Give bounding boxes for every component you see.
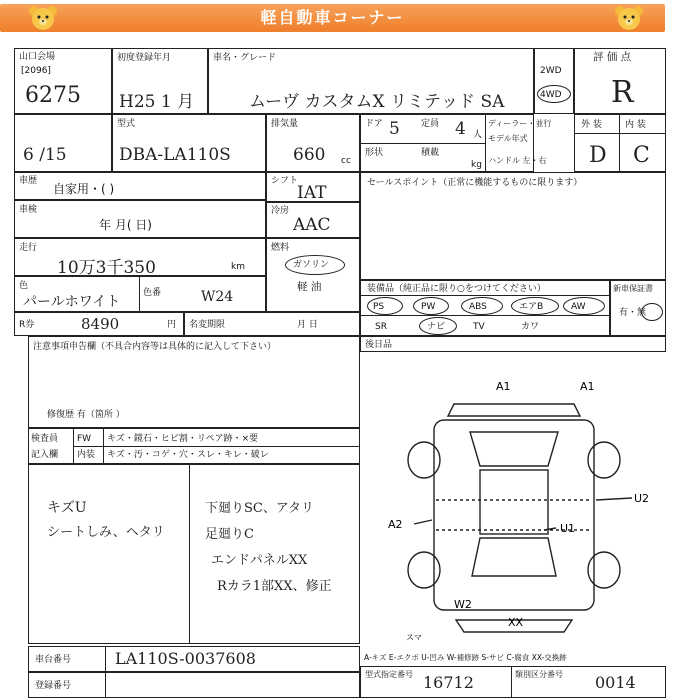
diagram-mark: A1 [496,380,511,393]
equip-abs: ABS [469,302,487,312]
inspection-value: 年 月( 日) [99,218,152,232]
condition-box [574,114,666,172]
equip-navi-circle [419,317,457,335]
note-right-4: Rカラ1部XX、修正 [217,579,332,594]
equip-airbag-circle [511,297,559,315]
equip-leather: カワ [521,322,540,332]
cert-value: 16712 [423,673,474,692]
color-number-label: 色番 [143,288,162,298]
equip-navi: ナビ [427,322,446,332]
type-value: DBA-LA110S [119,145,231,165]
rear-left-wheel [408,552,440,588]
ac-box [266,202,360,238]
type-box [112,114,266,172]
load-unit: kg [471,160,482,170]
lot-number: 6275 [25,83,81,108]
session-number: [2096] [21,66,51,76]
notes-box [28,336,360,428]
recycle-unit: 円 [167,320,177,330]
dealer-label: ディーラー・並行 [488,119,552,128]
note-left-1: キズU [47,500,87,516]
equip-pw: PW [421,302,436,312]
fuel-circle-mark [285,255,345,275]
equip-ps-circle [367,297,403,315]
rear-window-outline [472,538,556,576]
model-year-label: モデル年式 [488,134,528,143]
warranty-label: 新車保証書 [613,284,653,293]
exterior-grade: D [589,143,607,168]
spec-box [360,114,552,172]
usage-label: 車歴 [19,176,38,186]
model-grade-label: 車名・グレード [213,53,277,63]
displacement-unit: cc [341,156,351,166]
registration-row [28,672,360,698]
warranty-value: 有・無 [619,308,647,318]
type-label: 型式 [117,119,136,129]
category-label: 類別区分番号 [515,670,563,679]
recycle-value: 8490 [81,315,120,333]
equipment-label: 装備品（純正品に限り○をつけてください） [367,284,546,294]
displacement-label: 排気量 [271,119,299,129]
chassis-row [28,646,360,672]
sale-date: 6 /15 [23,145,67,165]
name-change-label: 名変期限 [189,320,226,330]
fuel-diesel: 軽 油 [297,281,322,293]
lot-box [14,48,112,114]
equip-tv: TV [473,322,485,332]
auction-sheet [14,40,666,700]
equip-airbag: エアB [519,302,544,312]
venue-label: 山口会場 [19,52,56,62]
doors-label: ドア [365,119,383,129]
fuel-box [266,238,360,312]
ac-label: 冷房 [271,206,290,216]
diagram-mark: U1 [560,522,576,535]
handle-label: ハンドル 左・右 [488,156,547,165]
warranty-box [610,280,666,336]
note-left-2: シートしみ、ヘタリ [47,525,165,540]
mileage-value: 10万3千350 [57,258,156,278]
selling-points-label: セールスポイント（正常に機能するものに限ります） [367,178,583,188]
drive-circle-mark [537,85,571,103]
interior-grade: C [633,143,650,168]
inspector-notes-box [28,464,360,644]
date-box [14,114,112,172]
windshield-outline [470,432,558,466]
category-value: 0014 [595,673,636,692]
equip-aw: AW [571,302,586,312]
selling-points-box [360,172,666,280]
first-registration-label: 初度登録年月 [117,53,172,63]
shift-box [266,172,360,202]
equip-ps: PS [373,302,385,312]
capacity-label: 定員 [421,119,440,129]
note-right-1: 下廻りSC、アタリ [205,501,314,516]
bear-mascot-icon [612,4,646,34]
aftermarket-label: 後日品 [365,340,393,350]
section-banner [0,0,700,42]
equip-pw-circle [413,297,449,315]
first-registration-value: H25 1 月 [119,92,195,112]
note-right-3: エンドパネルXX [211,553,308,568]
color-value: パールホワイト [23,294,121,310]
recycle-row [14,312,184,336]
certification-box [360,666,666,698]
bear-mascot-icon [26,4,60,34]
aftermarket-box [360,336,666,352]
fill-label: 記入欄 [31,450,59,460]
fuel-gasoline: ガソリン [293,260,330,270]
legend-interior: キズ・汚・コゲ・穴・スレ・キレ・破レ [107,450,269,460]
chassis-number: LA110S-0037608 [115,649,256,668]
front-left-wheel [408,442,440,478]
ac-value: AAC [293,215,331,235]
damage-legend: A-キズ E-エクボ U-凹み W-補修跡 S-サビ C-腐食 XX-交換跡 [364,653,567,662]
usage-row [14,172,266,200]
car-damage-diagram [384,370,666,644]
diagram-mark: U2 [634,492,650,505]
drive-4wd: 4WD [540,90,562,100]
capacity-value: 4 [455,119,466,139]
cert-label: 型式指定番号 [365,670,413,679]
front-bumper-outline [448,404,580,416]
banner-title: 軽自動車コーナー [260,8,405,27]
mileage-label: 走行 [19,243,38,253]
roof-outline [480,470,548,534]
diagram-mark: スマ [406,633,422,642]
equip-aw-circle [563,297,605,315]
drive-box [534,48,574,114]
warranty-circle-mark [641,303,663,321]
score-box [574,48,666,114]
legend-exterior: キズ・鏡石・ヒビ割・リペア跡・×要 [107,434,259,444]
usage-value: 自家用・( ) [53,182,115,196]
model-grade-value: ムーヴ カスタムX リミテッド SA [249,92,505,112]
car-body-outline [434,420,594,610]
equipment-box [360,280,610,336]
recycle-label: R券 [19,320,35,330]
shift-label: シフト [271,176,299,186]
note-right-2: 足廻りC [205,527,254,542]
equip-abs-circle [461,297,503,315]
chassis-label: 車台番号 [35,655,72,665]
exterior-label: 外 装 [581,120,602,130]
name-change-row [184,312,360,336]
name-change-value: 月 日 [297,320,318,330]
shape-label: 形状 [365,148,384,158]
diagram-mark: W2 [454,598,472,611]
inspection-row [14,200,266,238]
load-label: 積載 [421,148,440,158]
displacement-value: 660 [293,145,326,165]
first-registration-box [112,48,208,114]
color-label: 色 [19,281,29,291]
mileage-row [14,238,266,276]
diagram-mark: A2 [388,518,403,531]
rear-right-wheel [588,552,620,588]
front-right-wheel [588,442,620,478]
diagram-mark: XX [508,616,524,629]
model-grade-box [208,48,534,114]
inner-label: 内装 [77,450,96,460]
doors-value: 5 [389,119,400,139]
inspector-legend-box [28,428,360,464]
score-value: R [611,75,634,110]
registration-label: 登録番号 [35,681,72,691]
color-number-value: W24 [201,289,234,305]
drive-2wd: 2WD [540,66,562,76]
repair-history: 修復歴 有（箇所 ） [47,410,125,420]
interior-label: 内 装 [625,120,646,130]
displacement-box [266,114,360,172]
score-label: 評 価 点 [593,51,632,63]
inspection-label: 車検 [19,205,38,215]
color-row [14,276,266,312]
fuel-label: 燃料 [271,243,290,253]
notes-title: 注意事項申告欄（不具合内容等は具体的に記入して下さい） [33,342,277,352]
equip-sr: SR [375,322,387,332]
diagram-mark: A1 [580,380,595,393]
capacity-unit: 人 [473,130,483,140]
inspector-label: 検査員 [31,434,59,444]
mileage-unit: km [231,262,245,272]
shift-value: IAT [297,183,327,203]
fw-label: FW [77,434,92,444]
